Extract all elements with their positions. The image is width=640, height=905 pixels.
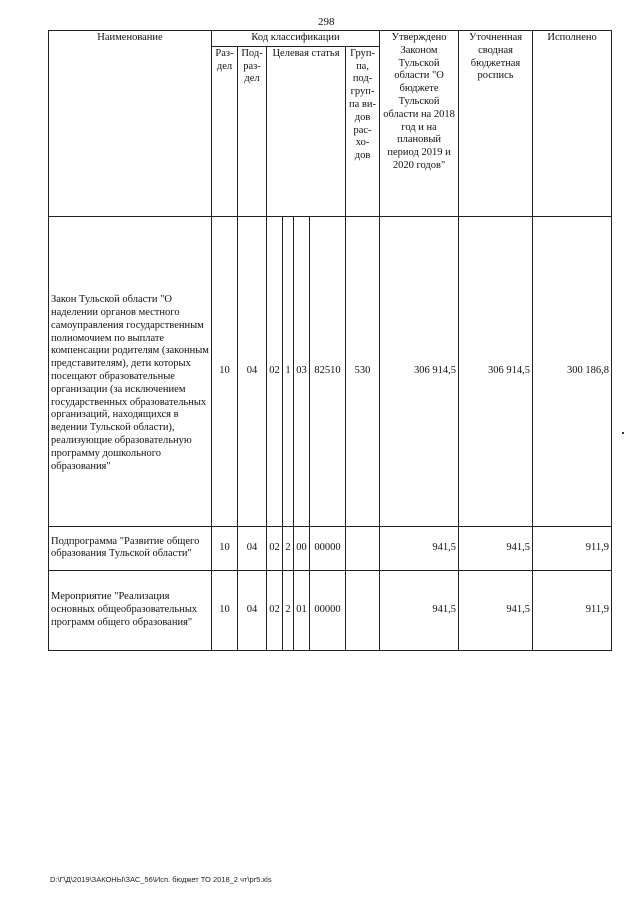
row-refined: 941,5: [459, 570, 533, 650]
row-podrazdel: 04: [238, 216, 267, 526]
row-cs-direction: 00000: [310, 526, 346, 570]
scan-speck: [622, 432, 624, 434]
page-number: 298: [318, 16, 335, 28]
header-target-article: Целевая статья: [267, 46, 346, 216]
row-cs-event: 00: [294, 526, 310, 570]
header-refined: Уточненная сводная бюджетная роспись: [459, 31, 533, 217]
row-cs-subprogram: 2: [283, 570, 294, 650]
footer-file-path: D:\Г\Д\2019\ЗАКОНЫ\ЗАС_56\Исп. бюджет ТО 2018_2 чт\pr5.xls: [50, 875, 272, 884]
row-cs-subprogram: 1: [283, 216, 294, 526]
row-cs-direction: 82510: [310, 216, 346, 526]
row-cs-program: 02: [267, 526, 283, 570]
row-refined: 941,5: [459, 526, 533, 570]
row-approved: 306 914,5: [380, 216, 459, 526]
row-name: Подпрограмма "Развитие общего образования Тульской области": [49, 526, 212, 570]
row-cs-event: 01: [294, 570, 310, 650]
row-expense-group: [346, 526, 380, 570]
row-approved: 941,5: [380, 526, 459, 570]
row-refined: 306 914,5: [459, 216, 533, 526]
row-cs-program: 02: [267, 216, 283, 526]
header-podrazdel: Под- раз- дел: [238, 46, 267, 216]
row-cs-subprogram: 2: [283, 526, 294, 570]
row-executed: 300 186,8: [533, 216, 612, 526]
header-row-top: [49, 31, 612, 47]
header-name: Наименование: [49, 31, 212, 217]
row-podrazdel: 04: [238, 570, 267, 650]
row-expense-group: [346, 570, 380, 650]
row-expense-group: 530: [346, 216, 380, 526]
row-executed: 911,9: [533, 570, 612, 650]
row-razdel: 10: [212, 570, 238, 650]
table-row: [49, 570, 612, 650]
row-cs-program: 02: [267, 570, 283, 650]
row-razdel: 10: [212, 526, 238, 570]
row-cs-event: 03: [294, 216, 310, 526]
budget-table: [48, 30, 612, 651]
header-expense-group: Груп- па, под- груп- па ви- дов рас- хо- дов: [346, 46, 380, 216]
header-approved: Утверждено Законом Тульской области "О бюджете Тульской области на 2018 год и на плановый период 2019 и 2020 годов": [380, 31, 459, 217]
header-executed: Исполнено: [533, 31, 612, 217]
table-row: [49, 216, 612, 526]
row-name: Закон Тульской области "О наделении органов местного самоуправления государственным полномочием по выплате компенсации родителям (законным представителям), дети которых посещают образовательные организации (за исключением государственных образовательных организаций, находящихся в ведении Тульской области), реализующие образовательную программу дошкольного образования": [49, 216, 212, 526]
row-cs-direction: 00000: [310, 570, 346, 650]
header-code-group: Код классификации: [212, 31, 380, 47]
header-razdel: Раз- дел: [212, 46, 238, 216]
row-executed: 911,9: [533, 526, 612, 570]
table-row: [49, 526, 612, 570]
row-podrazdel: 04: [238, 526, 267, 570]
row-approved: 941,5: [380, 570, 459, 650]
row-name: Мероприятие "Реализация основных общеобразовательных программ общего образования": [49, 570, 212, 650]
row-razdel: 10: [212, 216, 238, 526]
